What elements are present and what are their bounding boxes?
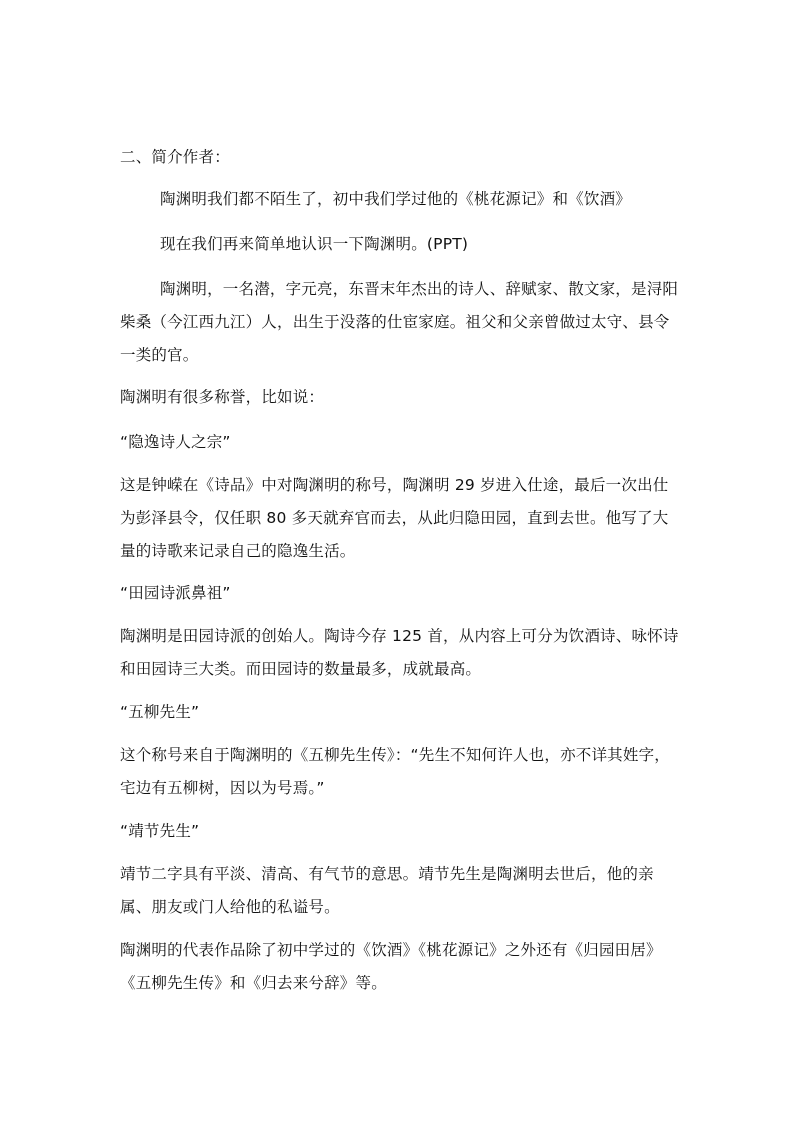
works-paragraph: 陶渊明的代表作品除了初中学过的《饮酒》《桃花源记》之外还有《归园田居》《五柳先生传》和《归去来兮辞》等。 <box>120 941 662 992</box>
title-3-description: 这个称号来自于陶渊明的《五柳先生传》：“先生不知何许人也，亦不详其姓字，宅边有五柳树，因以为号焉。” <box>120 746 670 797</box>
title-2-heading: “田园诗派鼻祖” <box>120 584 231 602</box>
title-2-description: 陶渊明是田园诗派的创始人。陶诗今存 125 首，从内容上可分为饮酒诗、咏怀诗和田园诗三大类。而田园诗的数量最多，成就最高。 <box>120 627 679 678</box>
title-1-description: 这是钟嵘在《诗品》中对陶渊明的称号，陶渊明 29 岁进入仕途，最后一次出仕为彭泽县令，仅任职 80 多天就弃官而去，从此归隐田园，直到去世。他写了大量的诗歌来记录自己的隐逸生活。 <box>120 476 669 560</box>
title-1-heading: “隐逸诗人之宗” <box>120 433 231 451</box>
title-3-heading: “五柳先生” <box>120 703 200 721</box>
titles-intro: 陶渊明有很多称誉，比如说： <box>120 388 325 406</box>
section-heading: 二、简介作者： <box>120 148 230 166</box>
bio-paragraph: 陶渊明，一名潜，字元亮，东晋末年杰出的诗人、辞赋家、散文家，是浔阳柴桑（今江西九江）人，出生于没落的仕宦家庭。祖父和父亲曾做过太守、县令一类的官。 <box>120 280 679 364</box>
title-4-heading: “靖节先生” <box>120 822 200 840</box>
title-4-description: 靖节二字具有平淡、清高、有气节的意思。靖节先生是陶渊明去世后，他的亲属、朋友或门人给他的私谥号。 <box>120 865 654 916</box>
intro-paragraph-1: 陶渊明我们都不陌生了，初中我们学过他的《桃花源记》和《饮酒》 <box>160 190 632 208</box>
intro-paragraph-2: 现在我们再来简单地认识一下陶渊明。(PPT) <box>160 235 469 253</box>
